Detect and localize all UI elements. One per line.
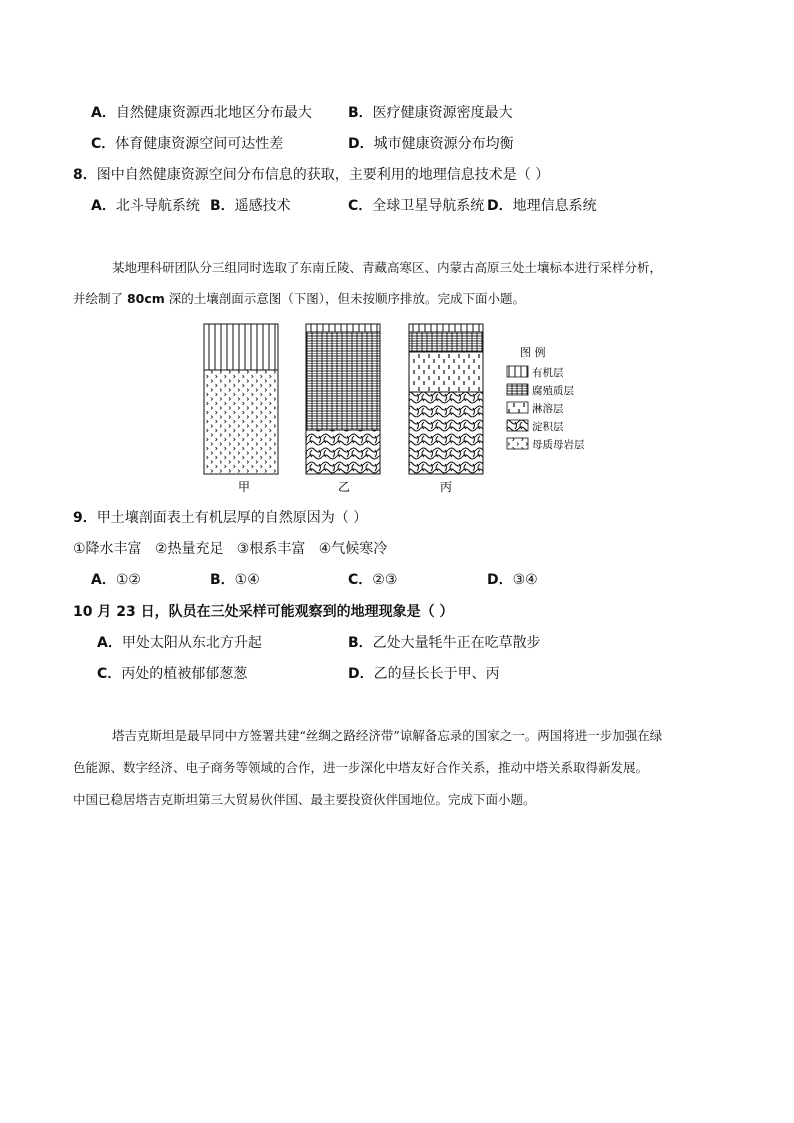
bing-leach-layer — [409, 352, 483, 392]
option-text: 全球卫星导航系统 — [372, 198, 485, 214]
bing-organic-layer — [409, 324, 483, 332]
q10-stem — [73, 603, 453, 621]
passage1-line2-pre: 并绘制了 — [73, 291, 127, 306]
option-text: ①④ — [234, 572, 260, 588]
legend-label-parent: 母质母岩层 — [532, 439, 585, 451]
legend-label-leach: 淋溶层 — [532, 403, 564, 415]
q8-option-a — [91, 197, 200, 215]
option-letter: D． — [487, 198, 513, 214]
option-letter: D． — [487, 572, 513, 588]
legend-title: 图 例 — [520, 346, 546, 359]
q7-option-d — [348, 135, 514, 153]
option-letter: B． — [210, 198, 235, 214]
option-letter: B． — [210, 572, 235, 588]
q10-option-b — [348, 634, 541, 652]
q10-option-c — [97, 665, 247, 683]
question-number: 8． — [73, 167, 97, 183]
q7-option-c — [91, 135, 283, 153]
q9-option-b — [210, 571, 260, 589]
column-label-bing: 丙 — [440, 480, 453, 494]
option-text: 医疗健康资源密度最大 — [372, 105, 513, 121]
passage1-line2-post: 深的土壤剖面示意图（下图），但未按顺序排放。完成下面小题。 — [164, 291, 526, 306]
option-letter: A． — [91, 105, 116, 121]
option-text: 地理信息系统 — [512, 198, 597, 214]
question-text: 10 月 23 日，队员在三处采样可能观察到的地理现象是（ ） — [73, 604, 454, 620]
profile-bing — [409, 324, 483, 474]
passage1-line1: 某地理科研团队分三组同时选取了东南丘陵、青藏高寒区、内蒙古高原三处土壤标本进行采样分析， — [112, 260, 663, 275]
passage1-depth: 80cm — [126, 291, 165, 306]
q9-stem — [73, 509, 367, 527]
option-text: 丙处的植被郁郁葱葱 — [121, 666, 248, 682]
question-number: 9． — [73, 510, 97, 526]
q8-option-d — [487, 197, 597, 215]
passage2-line3: 中国已稳居塔吉克斯坦第三大贸易伙伴国、最主要投资伙伴国地位。完成下面小题。 — [73, 792, 536, 807]
option-letter: D． — [348, 666, 374, 682]
option-text: ③④ — [512, 572, 538, 588]
soil-profile-figure — [196, 320, 616, 496]
column-label-jia: 甲 — [238, 480, 251, 494]
legend-label-humus: 腐殖质层 — [532, 385, 574, 397]
q7-option-b — [348, 104, 513, 122]
legend-label-organic: 有机层 — [532, 367, 564, 379]
passage2-line1: 塔吉克斯坦是最早同中方签署共建“丝绸之路经济带”谅解备忘录的国家之一。两国将进一步加强在绿 — [112, 728, 663, 743]
legend-swatch-parent — [507, 438, 528, 449]
jia-parent-layer — [204, 370, 278, 474]
option-text: 甲处太阳从东北方升起 — [121, 635, 262, 651]
q10-option-a — [97, 634, 262, 652]
q8-option-b — [210, 197, 291, 215]
bing-humus-layer — [409, 332, 483, 352]
q9-items: ①降水丰富 ②热量充足 ③根系丰富 ④气候寒冷 — [73, 541, 388, 557]
legend-swatch-organic — [507, 366, 528, 377]
profile-yi — [306, 324, 380, 474]
yi-organic-layer — [306, 324, 380, 332]
option-text: 乙的昼长长于甲、丙 — [373, 666, 500, 682]
bing-deposit-layer — [409, 392, 483, 474]
option-letter: C． — [348, 198, 373, 214]
q9-option-c — [348, 571, 397, 589]
question-text: 甲土壤剖面表土有机层厚的自然原因为（ ） — [96, 510, 368, 526]
question-text: 图中自然健康资源空间分布信息的获取，主要利用的地理信息技术是（ ） — [96, 167, 550, 183]
option-letter: B． — [348, 105, 373, 121]
option-letter: A． — [91, 198, 116, 214]
jia-organic-layer — [204, 324, 278, 370]
option-text: 自然健康资源西北地区分布最大 — [115, 105, 312, 121]
option-text: 遥感技术 — [234, 198, 291, 214]
option-letter: C． — [91, 136, 116, 152]
q9-option-d — [487, 571, 538, 589]
option-text: 体育健康资源空间可达性差 — [115, 136, 284, 152]
option-letter: A． — [91, 572, 116, 588]
q8-stem — [73, 166, 549, 184]
option-letter: C． — [97, 666, 122, 682]
q10-option-d — [348, 665, 500, 683]
option-letter: A． — [97, 635, 122, 651]
yi-deposit-layer — [306, 430, 380, 474]
yi-humus-layer — [306, 332, 380, 430]
legend-label-deposit: 淀积层 — [532, 421, 564, 433]
option-text: ①② — [115, 572, 141, 588]
legend-swatch-deposit — [507, 420, 528, 431]
profile-jia — [204, 324, 278, 474]
option-letter: B． — [348, 635, 373, 651]
option-text: 北斗导航系统 — [115, 198, 200, 214]
q9-option-a — [91, 571, 141, 589]
passage2-line2: 色能源、数字经济、电子商务等领域的合作，进一步深化中塔友好合作关系，推动中塔关系取得新发展。 — [73, 760, 649, 775]
option-letter: C． — [348, 572, 373, 588]
legend-swatch-leach — [507, 402, 528, 413]
figure-legend — [507, 345, 585, 451]
q7-option-a — [91, 104, 312, 122]
option-text: 城市健康资源分布均衡 — [373, 136, 514, 152]
column-label-yi: 乙 — [338, 480, 351, 494]
legend-swatch-humus — [507, 384, 528, 395]
q8-option-c — [348, 197, 484, 215]
passage1-line2 — [73, 290, 525, 308]
option-text: ②③ — [372, 572, 398, 588]
option-text: 乙处大量牦牛正在吃草散步 — [372, 635, 541, 651]
option-letter: D． — [348, 136, 374, 152]
